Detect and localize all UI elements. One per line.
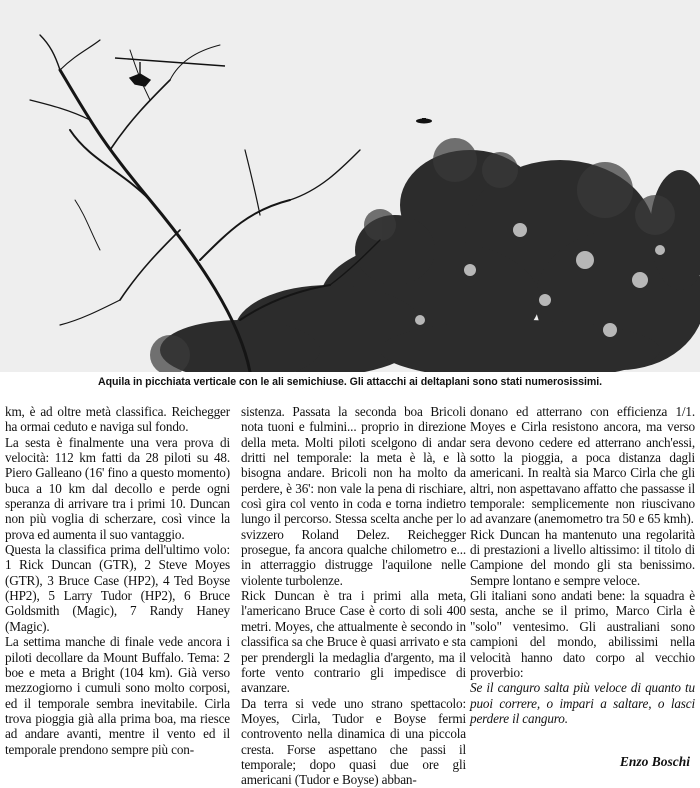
article-body [0, 404, 700, 788]
proverb-quote: Se il canguro salta più veloce di quanto tu puoi correre, o impari a saltare, o lasci perdere il canguro. [470, 680, 695, 726]
eagle-photo [0, 0, 700, 372]
paragraph: Rick Duncan è tra i primi alla meta, l'americano Bruce Case è corto di soli 400 metri. Moyes, che attualmente è secondo in classifica sa che Bruce è quasi arrivato e sta per prendergli la medaglia d'argento, ma il forte vento contrario gli impedisce di avanzare. [241, 588, 466, 696]
paragraph: La settima manche di finale vede ancora i piloti decollare da Mount Buffalo. Tema: 2 boe e meta a Bright (104 km). Già verso mezzogiorno i cumuli sono molto corposi, ed il temporale sembra inevitabile. Cirla trova pioggia già alla prima boa, ma riesce ad andare avanti, mentre il vento ed il temporale prendono sempre più con- [5, 634, 230, 757]
author-signature: Enzo Boschi [619, 754, 690, 769]
paragraph: Rick Duncan ha mantenuto una regolarità di prestazioni a livello altissimo: il titolo di Campione del mondo gli sta benissimo. Sempre lontano e sempre veloce. [470, 526, 695, 588]
tree-and-hang-gliders-image [0, 0, 700, 372]
paragraph: donano ed atterrano con efficienza 1/1. Moyes e Cirla resistono ancora, ma verso sera devono cedere ed atterrano anch'essi, sotto la pioggia, a poca distanza dagli americani. In realtà sia Marco Cirla che gli altri, non aspettavano affatto che passasse il temporale: semplicemente non riuscivano ad avanzare (anemometro tra 50 e 65 kmh). [470, 404, 695, 527]
paragraph: La sesta è finalmente una vera prova di velocità: 112 km fatti da 28 piloti su 48. Piero Galleano (16' fino a questo momento) buca a 10 km dal decollo e perde ogni speranza di arrivare tra i primi 10. Duncan non più voglia di scherzare, così vince la prova ed aumenta il suo vantaggio. [5, 434, 230, 542]
paragraph: Gli italiani sono andati bene: la squadra è sesta, anche se il primo, Marco Cirla è "solo" ventesimo. Gli australiani sono campioni del mondo, abilissimi nella velocità hanno dato corpo al vecchio proverbio: [470, 588, 695, 680]
paragraph: Questa la classifica prima dell'ultimo volo: 1 Rick Duncan (GTR), 2 Steve Moyes (GTR), 3 Bruce Case (HP2), 4 Ted Boyse (HP2), 5 Larry Tudor (HP2), 6 Bruce Goldsmith (Magic), 7 Randy Haney (Magic). [5, 542, 230, 634]
photo-caption: Aquila in picchiata verticale con le ali semichiuse. Gli attacchi ai deltaplani sono stati numerosissimi. [97, 376, 602, 388]
paragraph: sistenza. Passata la seconda boa Bricoli nota tuoni e fulmini... proprio in direzione della meta. Molti piloti scelgono di andar dritti nel temporale: la meta è là, e là bisogna andare. Bricoli non ha molto da perdere, è 36': non vale la pena di rischiare, così gira col vento in coda e torna indietro lungo il percorso. Stessa scelta anche per lo svizzero Roland Delez. Reichegger prosegue, fa ancora qualche chilometro e... in atterraggio distrugge l'aquilone nelle violente turbolenze. [241, 404, 466, 588]
paragraph: km, è ad oltre metà classifica. Reichegger ha ormai ceduto e naviga sul fondo. [5, 404, 230, 435]
article-column-3 [470, 404, 695, 726]
article-column-2 [241, 404, 466, 788]
paragraph: Da terra si vede uno strano spettacolo: Moyes, Cirla, Tudor e Boyse fermi controvento nella dinamica di una piccola cresta. Forse aspettano che passi il temporale; dopo quasi due ore gli americani (Tudor e Boyse) abban- [241, 695, 466, 788]
article-column-1 [5, 404, 230, 757]
